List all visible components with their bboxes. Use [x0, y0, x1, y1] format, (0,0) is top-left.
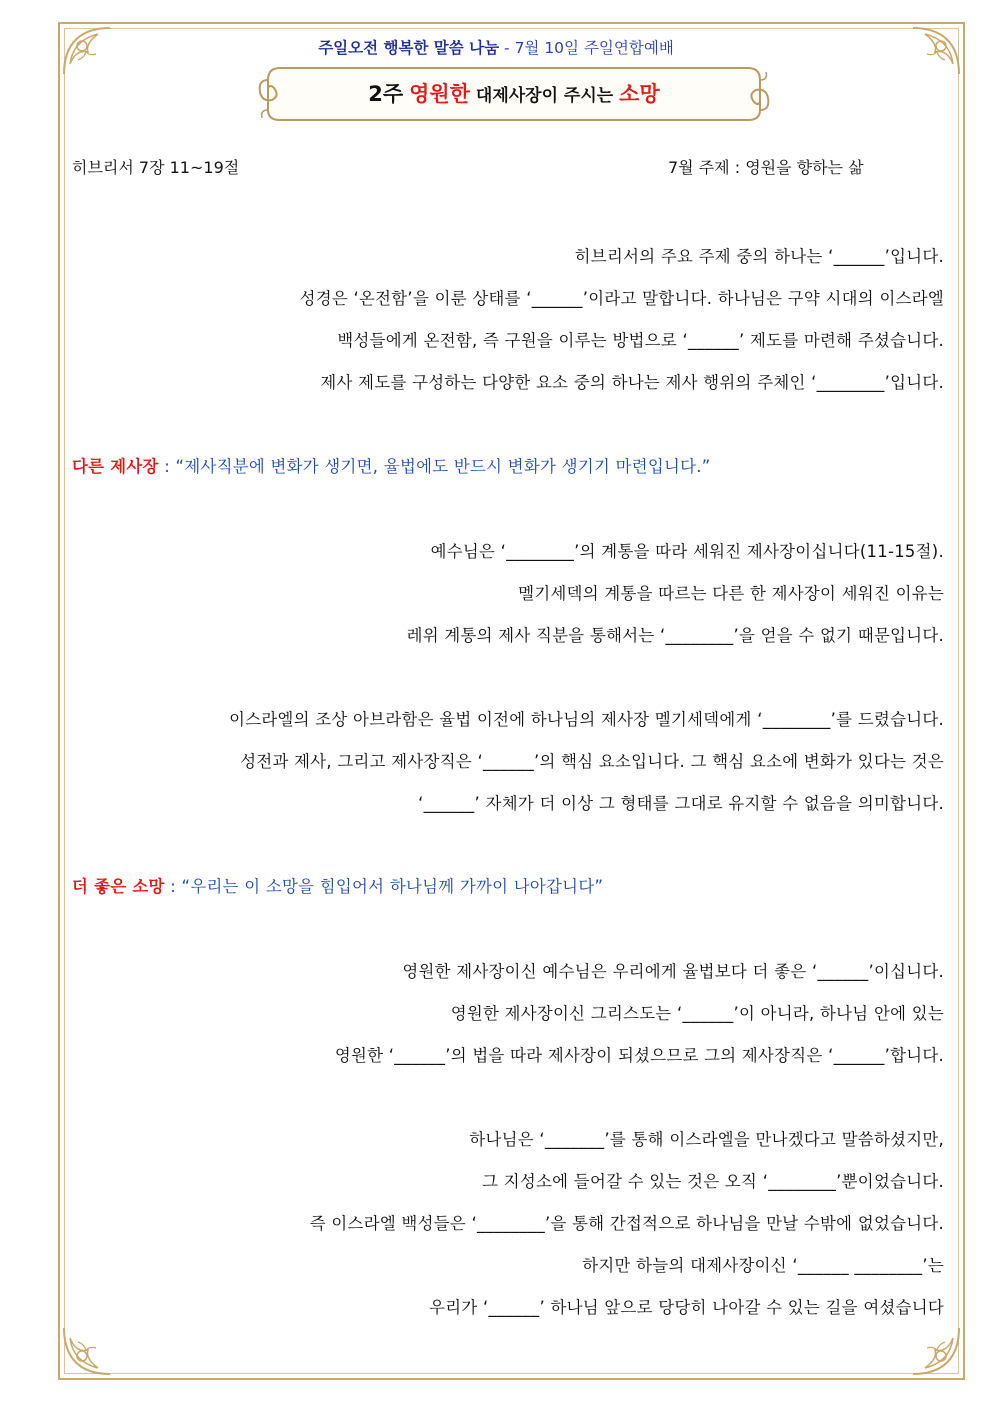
header-date: 7월 10일 주일연합예배: [514, 39, 674, 57]
title-week: 2주: [368, 82, 404, 106]
header-series: 주일오전 행복한 말씀 나눔: [318, 39, 500, 57]
text-line: 우리가 ‘______’ 하나님 앞으로 당당히 나아갈 수 있는 길을 여셨습니다: [429, 1298, 944, 1317]
heading-quote: “우리는 이 소망을 힘입어서 하나님께 가까이 나아갑니다”: [181, 877, 604, 896]
text-line: 영원한 제사장이신 예수님은 우리에게 율법보다 더 좋은 ‘______’이십니다.: [402, 962, 944, 981]
text-line: 레위 계통의 제사 직분을 통해서는 ‘________’을 얻을 수 없기 때문입니다.: [406, 626, 944, 645]
text-line: 백성들에게 온전함, 즉 구원을 이루는 방법으로 ‘______’ 제도를 마련해 주셨습니다.: [337, 331, 944, 350]
text-line: 멜기세덱의 계통을 따르는 다른 한 제사장이 세워진 이유는: [518, 584, 944, 603]
text-line: 성경은 ‘온전함’을 이룬 상태를 ‘______’이라고 말합니다. 하나님은 구약 시대의 이스라엘: [299, 289, 944, 308]
corner-ornament-bottom-left: [60, 1322, 116, 1378]
text-line: 그 지성소에 들어갈 수 있는 것은 오직 ‘________’뿐이었습니다.: [482, 1172, 944, 1191]
text-line: 영원한 ‘______’의 법을 따라 제사장이 되셨으므로 그의 제사장직은 ‘______’합니다.: [334, 1046, 944, 1065]
text-line: 제사 제도를 구성하는 다양한 요소 중의 하나는 제사 행위의 주체인 ‘________’입니다.: [320, 373, 944, 392]
text-line: 하나님은 ‘_______’를 통해 이스라엘을 만나겠다고 말씀하셨지만,: [469, 1130, 944, 1149]
text-line: 이스라엘의 조상 아브라함은 율법 이전에 하나님의 제사장 멜기세덱에게 ‘________’를 드렸습니다.: [229, 710, 944, 729]
title-highlight-eternal: 영원한: [409, 82, 470, 106]
section-heading-better-hope: [72, 873, 603, 897]
text-line: ‘______’ 자체가 더 이상 그 형태를 그대로 유지할 수 없음을 의미합니다.: [418, 794, 944, 813]
heading-label: 다른 제사장: [72, 457, 159, 476]
corner-ornament-bottom-right: [907, 1322, 963, 1378]
text-line: 하지만 하늘의 대제사장이신 ‘______ ________’는: [582, 1256, 944, 1275]
text-line: 영원한 제사장이신 그리스도는 ‘______’이 아니라, 하나님 안에 있는: [450, 1004, 944, 1023]
heading-colon: :: [158, 457, 176, 476]
text-line: 즉 이스라엘 백성들은 ‘________’을 통해 간접적으로 하나님을 만날 수밖에 없었습니다.: [309, 1214, 944, 1233]
header-line: [0, 36, 992, 58]
text-line: 성전과 제사, 그리고 제사장직은 ‘______’의 핵심 요소입니다. 그 핵심 요소에 변화가 있다는 것은: [240, 752, 944, 771]
heading-label: 더 좋은 소망: [72, 877, 165, 896]
section-heading-other-priest: [72, 453, 711, 477]
title-highlight-hope: 소망: [619, 82, 660, 106]
scripture-reference: 히브리서 7장 11~19절: [72, 158, 240, 177]
page-title: [258, 78, 770, 108]
header-dash: -: [499, 39, 515, 57]
monthly-theme: 7월 주제 : 영원을 향하는 삶: [668, 158, 864, 177]
text-line: 히브리서의 주요 주제 중의 하나는 ‘______’입니다.: [574, 247, 944, 266]
title-middle: 대제사장이 주시는: [475, 86, 614, 106]
text-line: 예수님은 ‘________’의 계통을 따라 세워진 제사장이십니다(11-15절).: [430, 542, 944, 561]
heading-quote: “제사직분에 변화가 생기면, 율법에도 반드시 변화가 생기기 마련입니다.”: [175, 457, 711, 476]
heading-colon: :: [164, 877, 182, 896]
